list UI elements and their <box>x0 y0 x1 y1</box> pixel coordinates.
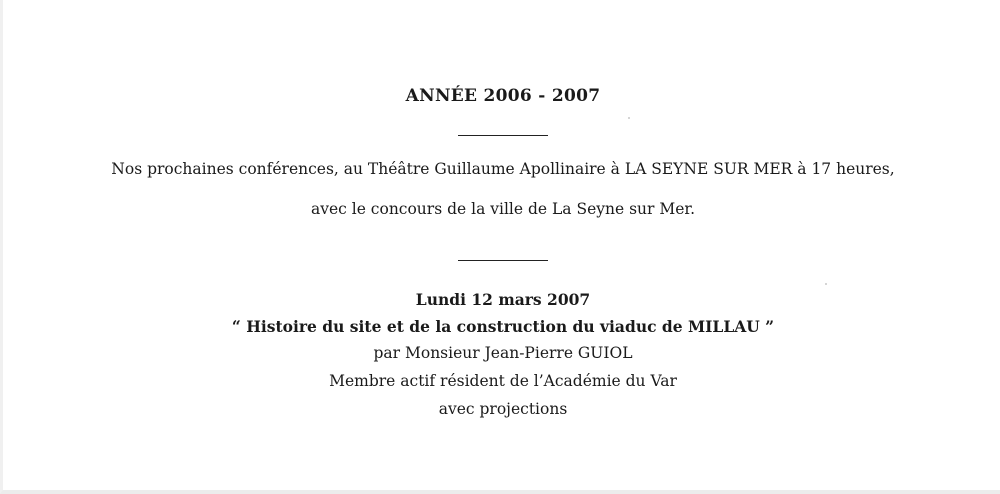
event-date: Lundi 12 mars 2007 <box>415 290 591 309</box>
event-note: avec projections <box>438 400 568 418</box>
speaker-role: Membre actif résident de l’Académie du Var <box>329 372 677 390</box>
intro-text-line-2: avec le concours de la ville de La Seyne sur Mer. <box>310 200 696 218</box>
event-speaker: par Monsieur Jean-Pierre GUIOL <box>373 344 633 362</box>
divider-bottom <box>458 260 548 261</box>
event-title: “ Histoire du site et de la construction du viaduc de MILLAU ” <box>231 317 775 336</box>
scan-speck <box>628 117 630 119</box>
intro-text-line-1: Nos prochaines conférences, au Théâtre Guillaume Apollinaire à LA SEYNE SUR MER à 17 heures, <box>111 160 895 178</box>
season-title: ANNÉE 2006 - 2007 <box>405 86 601 106</box>
scan-speck <box>825 283 827 285</box>
divider-top <box>458 135 548 136</box>
